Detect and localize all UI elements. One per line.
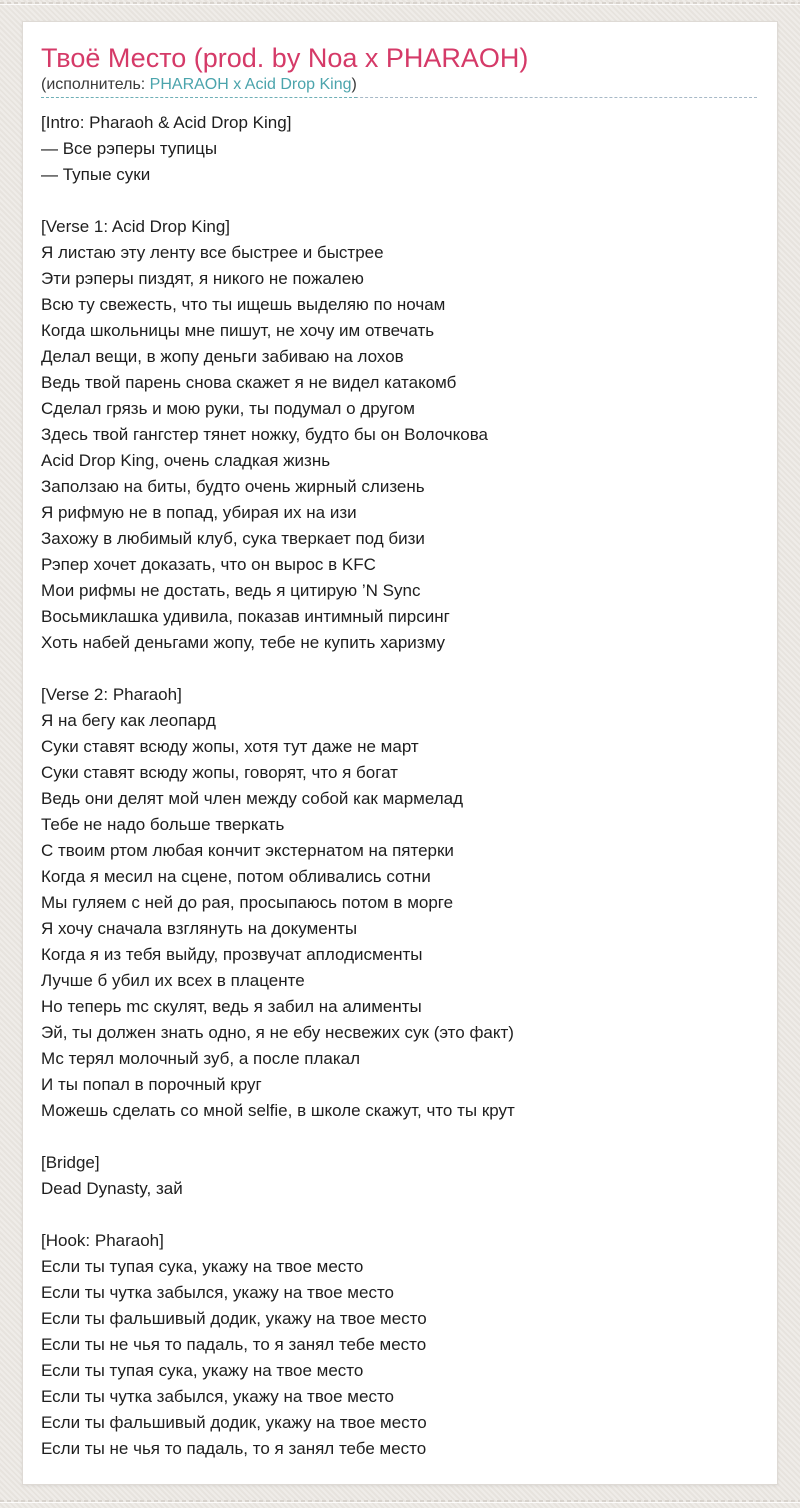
artist-link[interactable]: PHARAOH x Acid Drop King	[149, 76, 352, 93]
lyrics-line: Я рифмую не в попад, убирая их на изи	[41, 503, 357, 522]
lyrics-line: Лучше б убил их всех в плаценте	[41, 971, 305, 990]
lyrics-line: Когда я месил на сцене, потом обливались сотни	[41, 867, 431, 886]
lyrics-line: Мс терял молочный зуб, а после плакал	[41, 1049, 361, 1068]
lyrics-line: Если ты чутка забылся, укажу на твое место	[41, 1283, 394, 1302]
lyrics-line: [Intro: Pharaoh & Acid Drop King]	[41, 113, 292, 132]
lyrics-line: Эй, ты должен знать одно, я не ебу несвежих сук (это факт)	[41, 1023, 514, 1042]
lyrics-line: — Тупые суки	[41, 165, 151, 184]
lyrics-line: Я на бегу как леопард	[41, 711, 216, 730]
lyrics-line: Суки ставят всюду жопы, хотя тут даже не март	[41, 737, 419, 756]
lyrics-line: Я листаю эту ленту все быстрее и быстрее	[41, 243, 384, 262]
lyrics-line: И ты попал в порочный круг	[41, 1075, 262, 1094]
lyrics-line: Рэпер хочет доказать, что он вырос в KFC	[41, 555, 376, 574]
subtitle-row	[41, 75, 759, 98]
lyrics-line: Если ты тупая сука, укажу на твое место	[41, 1361, 364, 1380]
lyrics-section	[41, 1228, 759, 1462]
lyrics-line: Ведь твой парень снова скажет я не видел катакомб	[41, 373, 457, 392]
lyrics-line: Эти рэперы пиздят, я никого не пожалею	[41, 269, 364, 288]
lyrics-line: Но теперь mc скулят, ведь я забил на алименты	[41, 997, 422, 1016]
lyrics-line: Мы гуляем с ней до рая, просыпаюсь потом в морге	[41, 893, 454, 912]
lyrics-line: Тебе не надо больше тверкать	[41, 815, 285, 834]
lyrics-line: Здесь твой гангстер тянет ножку, будто бы он Волочкова	[41, 425, 489, 444]
subtitle-prefix: (исполнитель:	[41, 76, 150, 93]
lyrics-line: [Verse 1: Acid Drop King]	[41, 217, 230, 236]
lyrics-section	[41, 214, 759, 656]
lyrics-line: Мои рифмы не достать, ведь я цитирую ’N Sync	[41, 581, 421, 600]
lyrics-line: Dead Dynasty, зай	[41, 1179, 183, 1198]
lyrics-line: Ведь они делят мой член между собой как мармелад	[41, 789, 464, 808]
lyrics-line: Сделал грязь и мою руки, ты подумал о другом	[41, 399, 415, 418]
lyrics-line: [Hook: Pharaoh]	[41, 1231, 164, 1250]
lyrics-line: — Все рэперы тупицы	[41, 139, 218, 158]
lyrics-line: Когда я из тебя выйду, прозвучат аплодисменты	[41, 945, 423, 964]
lyrics-line: [Bridge]	[41, 1153, 100, 1172]
lyrics-line: Если ты тупая сука, укажу на твое место	[41, 1257, 364, 1276]
lyrics-line: Я хочу сначала взглянуть на документы	[41, 919, 358, 938]
subtitle	[41, 75, 357, 98]
lyrics-section	[41, 110, 759, 188]
lyrics-line: Если ты фальшивый додик, укажу на твое место	[41, 1413, 427, 1432]
lyrics-section	[41, 682, 759, 1124]
page-title: Твоё Место (prod. by Noa x PHARAOH)	[41, 43, 529, 73]
lyrics-line: Acid Drop King, очень сладкая жизнь	[41, 451, 331, 470]
lyrics-line: Если ты не чья то падаль, то я занял тебе место	[41, 1439, 427, 1458]
stitched-border-bottom	[0, 1500, 800, 1502]
lyrics-line: [Verse 2: Pharaoh]	[41, 685, 182, 704]
lyrics-body	[41, 110, 759, 1462]
lyrics-line: Заползаю на биты, будто очень жирный слизень	[41, 477, 425, 496]
lyrics-line: Когда школьницы мне пишут, не хочу им отвечать	[41, 321, 435, 340]
lyrics-line: Если ты не чья то падаль, то я занял тебе место	[41, 1335, 427, 1354]
lyrics-line: Суки ставят всюду жопы, говорят, что я богат	[41, 763, 398, 782]
lyrics-line: Восьмиклашка удивила, показав интимный пирсинг	[41, 607, 450, 626]
lyrics-card	[22, 21, 778, 1485]
lyrics-line: Всю ту свежесть, что ты ищешь выделяю по ночам	[41, 295, 446, 314]
lyrics-line: Если ты чутка забылся, укажу на твое место	[41, 1387, 394, 1406]
lyrics-line: Если ты фальшивый додик, укажу на твое место	[41, 1309, 427, 1328]
lyrics-line: Захожу в любимый клуб, сука тверкает под бизи	[41, 529, 425, 548]
lyrics-line: С твоим ртом любая кончит экстернатом на пятерки	[41, 841, 454, 860]
stitched-border-top	[0, 2, 800, 4]
lyrics-line: Хоть набей деньгами жопу, тебе не купить харизму	[41, 633, 445, 652]
lyrics-line: Можешь сделать со мной selfie, в школе скажут, что ты крут	[41, 1101, 515, 1120]
lyrics-section	[41, 1150, 759, 1202]
subtitle-suffix: )	[351, 76, 357, 93]
lyrics-line: Делал вещи, в жопу деньги забиваю на лохов	[41, 347, 404, 366]
